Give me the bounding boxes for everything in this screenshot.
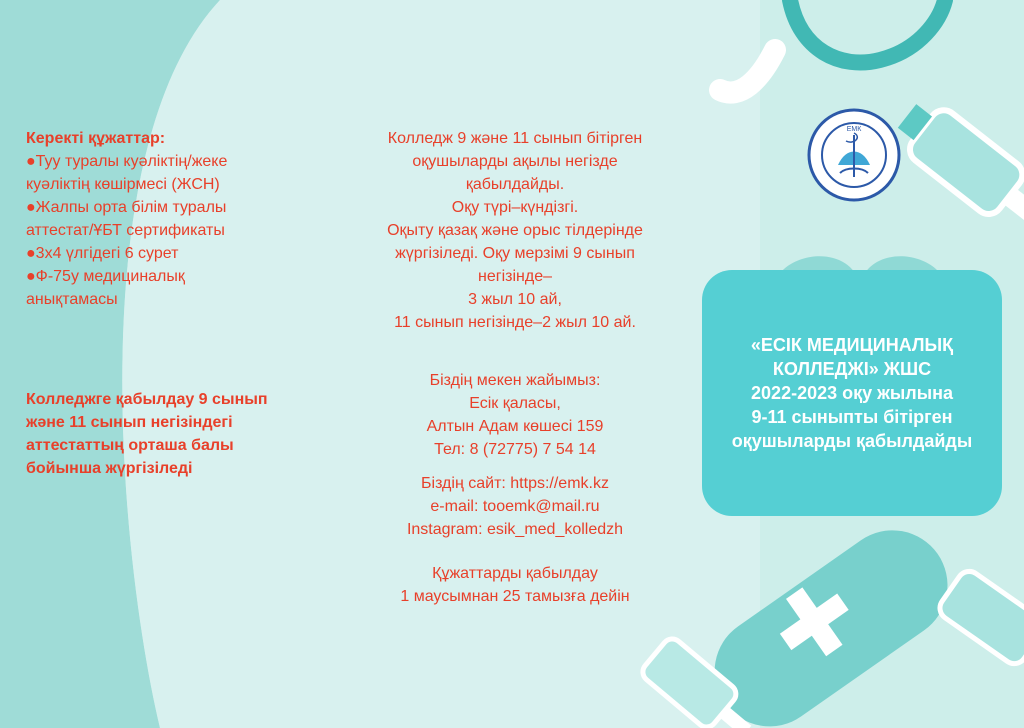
address-line: Біздің мекен жайымыз: [429, 372, 601, 389]
instagram-link[interactable]: Instagram: esik_med_kolledzh [406, 521, 624, 538]
study-info-line: Колледж 9 және 11 сынып бітірген [387, 130, 643, 147]
study-info-line: негізінде– [478, 268, 552, 285]
study-info-line: қабылдайды. [465, 176, 565, 193]
admission-note-line: бойынша жүргізіледі [26, 460, 193, 477]
admission-note-line: Колледжге қабылдау 9 сынып [26, 391, 268, 408]
headline-line: «ЕСІК МЕДИЦИНАЛЫҚ [750, 335, 954, 355]
phone-line: Тел: 8 (72775) 7 54 14 [434, 441, 596, 458]
study-info-line: 3 жыл 10 ай, [468, 291, 562, 308]
document-item: ●Туу туралы куәліктің/жеке [26, 153, 228, 170]
address-block [345, 369, 685, 461]
address-line: Алтын Адам көшесі 159 [426, 418, 604, 435]
study-info-line: жүргізіледі. Оқу мерзімі 9 сынып [395, 245, 635, 262]
dates-line: Құжаттарды қабылдау [432, 565, 598, 582]
document-item: аттестат/ҰБТ сертификаты [26, 222, 225, 239]
admission-note-line: және 11 сынып негізіндегі [26, 414, 233, 431]
address-line: Есік қаласы, [469, 395, 561, 412]
website-link[interactable]: Біздің сайт: https://emk.kz [421, 475, 609, 492]
headline-line: оқушыларды қабылдайды [731, 431, 973, 451]
study-info [345, 127, 685, 334]
headline-line: 9-11 сыныпты бітірген [751, 407, 953, 427]
contact-block [345, 472, 685, 541]
college-logo-icon [806, 107, 902, 203]
dates-line: 1 маусымнан 25 тамызға дейін [400, 588, 630, 605]
headline-card [702, 270, 1002, 516]
headline-line: 2022-2023 оқу жылына [751, 383, 953, 403]
document-item: ●Ф-75у медициналық [26, 268, 185, 285]
admission-note [26, 388, 326, 480]
document-item: куәліктің көшірмесі (ЖСН) [26, 176, 220, 193]
headline-line: КОЛЛЕДЖІ» ЖШС [772, 359, 932, 379]
document-item: ●Жалпы орта білім туралы [26, 199, 227, 216]
study-info-line: Оқу түрі–күндізгі. [451, 199, 579, 216]
document-item: ●3х4 үлгідегі 6 сурет [26, 245, 179, 262]
required-documents-title: Керекті құжаттар: [26, 130, 166, 147]
email-link[interactable]: e-mail: tooemk@mail.ru [430, 498, 600, 515]
study-info-line: Оқыту қазақ және орыс тілдерінде [387, 222, 643, 239]
study-info-line: 11 сынып негізінде–2 жыл 10 ай. [394, 314, 636, 331]
admission-note-line: аттестаттың орташа балы [26, 437, 234, 454]
logo-abbr: ЕМК [846, 126, 862, 133]
study-info-line: оқушыларды ақылы негізде [412, 153, 618, 170]
background-arc-light [122, 0, 760, 728]
document-item: анықтамасы [26, 291, 118, 308]
dates-block [345, 562, 685, 608]
required-documents [26, 127, 326, 311]
